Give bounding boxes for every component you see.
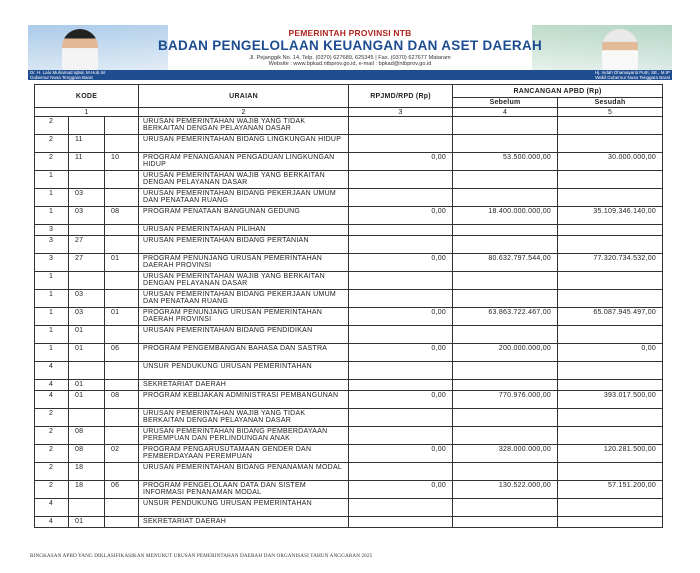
sebelum-value: [453, 225, 558, 236]
kode-level-2: [69, 171, 105, 189]
sesudah-value: [558, 272, 663, 290]
sesudah-value: [558, 236, 663, 254]
uraian-cell: URUSAN PEMERINTAHAN WAJIB YANG TIDAK BERKAITAN DENGAN PELAYANAN DASAR: [139, 409, 349, 427]
kode-level-3: 02: [105, 445, 139, 463]
sebelum-value: 80.632.797.544,00: [453, 254, 558, 272]
kode-level-3: [105, 236, 139, 254]
sesudah-value: [558, 499, 663, 517]
kode-level-1: 2: [35, 481, 69, 499]
rpjmd-value: [349, 380, 453, 391]
col-number-2: 2: [139, 108, 349, 117]
kode-level-1: 4: [35, 499, 69, 517]
rpjmd-value: 0,00: [349, 153, 453, 171]
uraian-cell: URUSAN PEMERINTAHAN BIDANG PERTANIAN: [139, 236, 349, 254]
table-row: [35, 290, 663, 308]
kode-level-2: 01: [69, 391, 105, 409]
vice-governor-name: Hj. Indah Dhamayanti Putri, SE., M.IP: [594, 70, 670, 75]
sesudah-value: [558, 290, 663, 308]
sebelum-value: [453, 380, 558, 391]
col-number-4: 4: [453, 108, 558, 117]
uraian-cell: SEKRETARIAT DAERAH: [139, 517, 349, 528]
kode-level-3: [105, 171, 139, 189]
kode-level-2: 11: [69, 135, 105, 153]
kode-level-2: 01: [69, 380, 105, 391]
table-row: [35, 135, 663, 153]
kode-level-1: 2: [35, 135, 69, 153]
kode-level-2: 03: [69, 308, 105, 326]
governor-name: Dr. H. Lalu Muhamad Iqbal, M.Hub.Int: [30, 70, 106, 75]
kode-level-3: [105, 380, 139, 391]
sebelum-value: [453, 290, 558, 308]
table-row: [35, 481, 663, 499]
sebelum-value: [453, 463, 558, 481]
uraian-cell: PROGRAM PENGELOLAAN DATA DAN SISTEM INFORMASI PENANAMAN MODAL: [139, 481, 349, 499]
sebelum-value: [453, 236, 558, 254]
kode-level-2: 18: [69, 481, 105, 499]
sebelum-value: [453, 409, 558, 427]
sesudah-value: [558, 117, 663, 135]
sebelum-value: 53.500.000,00: [453, 153, 558, 171]
table-row: [35, 409, 663, 427]
table-row: [35, 517, 663, 528]
page-footer: RINGKASAN APBD YANG DIKLASIFIKASIKAN MENURUT URUSAN PEMERINTAHAN DAERAH DAN ORGANISASI TAHUN ANGGARAN 2025: [30, 553, 373, 559]
rpjmd-value: [349, 326, 453, 344]
sebelum-value: [453, 517, 558, 528]
kode-level-3: 01: [105, 254, 139, 272]
sesudah-value: 57.151.200,00: [558, 481, 663, 499]
banner-address: Jl. Pejanggik No. 14, Telp. (0370) 627689, 625345 | Fax. (0370) 627677 Mataram: [249, 55, 451, 61]
kode-level-1: 3: [35, 254, 69, 272]
table-row: [35, 225, 663, 236]
uraian-cell: PROGRAM PENANGANAN PENGADUAN LINGKUNGAN HIDUP: [139, 153, 349, 171]
table-row: [35, 189, 663, 207]
kode-level-1: 2: [35, 463, 69, 481]
kode-level-3: [105, 272, 139, 290]
kode-level-2: 03: [69, 189, 105, 207]
kode-level-2: 01: [69, 517, 105, 528]
governor-caption: [30, 70, 106, 80]
kode-level-3: [105, 427, 139, 445]
banner-caption-bar: [28, 70, 672, 80]
kode-level-3: 06: [105, 481, 139, 499]
sesudah-value: 30.000.000,00: [558, 153, 663, 171]
sebelum-value: 63.863.722.467,00: [453, 308, 558, 326]
sebelum-value: 130.522.000,00: [453, 481, 558, 499]
table-row: [35, 445, 663, 463]
kode-level-1: 3: [35, 225, 69, 236]
table-row: [35, 308, 663, 326]
kode-level-3: [105, 189, 139, 207]
kode-level-3: [105, 326, 139, 344]
rpjmd-value: [349, 236, 453, 254]
sesudah-value: 0,00: [558, 344, 663, 362]
uraian-cell: PROGRAM PENUNJANG URUSAN PEMERINTAHAN DAERAH PROVINSI: [139, 308, 349, 326]
vice-governor-role: Wakil Gubernur Nusa Tenggara Barat: [595, 75, 670, 80]
header-rancangan: RANCANGAN APBD (Rp): [453, 85, 663, 98]
sesudah-value: [558, 517, 663, 528]
sesudah-value: [558, 409, 663, 427]
kode-level-1: 4: [35, 380, 69, 391]
col-number-3: 3: [349, 108, 453, 117]
sesudah-value: [558, 463, 663, 481]
uraian-cell: PROGRAM PENUNJANG URUSAN PEMERINTAHAN DAERAH PROVINSI: [139, 254, 349, 272]
sebelum-value: [453, 427, 558, 445]
sebelum-value: [453, 117, 558, 135]
kode-level-1: 3: [35, 236, 69, 254]
kode-level-2: [69, 409, 105, 427]
kode-level-1: 1: [35, 326, 69, 344]
header-rpjmd: RPJMD/RPD (Rp): [349, 85, 453, 108]
rpjmd-value: [349, 463, 453, 481]
table-row: [35, 117, 663, 135]
sesudah-value: 65.087.945.497,00: [558, 308, 663, 326]
kode-level-3: [105, 463, 139, 481]
sesudah-value: [558, 326, 663, 344]
banner-title-top: PEMERINTAH PROVINSI NTB: [288, 28, 412, 38]
rpjmd-value: 0,00: [349, 445, 453, 463]
banner-title-main: BADAN PENGELOLAAN KEUANGAN DAN ASET DAERAH: [157, 38, 543, 53]
table-row: [35, 171, 663, 189]
kode-level-1: 1: [35, 308, 69, 326]
kode-level-1: 1: [35, 189, 69, 207]
kode-level-1: 2: [35, 409, 69, 427]
table-row: [35, 344, 663, 362]
sebelum-value: [453, 189, 558, 207]
kode-level-3: [105, 117, 139, 135]
table-row: [35, 463, 663, 481]
uraian-cell: PROGRAM PENATAAN BANGUNAN GEDUNG: [139, 207, 349, 225]
kode-level-1: 2: [35, 153, 69, 171]
table-row: [35, 380, 663, 391]
kode-level-3: [105, 499, 139, 517]
uraian-cell: URUSAN PEMERINTAHAN PILIHAN: [139, 225, 349, 236]
table-row: [35, 236, 663, 254]
rpjmd-value: 0,00: [349, 254, 453, 272]
kode-level-2: 08: [69, 445, 105, 463]
table-row: [35, 272, 663, 290]
governor-portrait: [62, 29, 98, 71]
rpjmd-value: 0,00: [349, 481, 453, 499]
uraian-cell: URUSAN PEMERINTAHAN WAJIB YANG TIDAK BERKAITAN DENGAN PELAYANAN DASAR: [139, 117, 349, 135]
uraian-cell: URUSAN PEMERINTAHAN BIDANG LINGKUNGAN HIDUP: [139, 135, 349, 153]
sebelum-value: 18.400.000.000,00: [453, 207, 558, 225]
col-number-5: 5: [558, 108, 663, 117]
apbd-table: [34, 84, 663, 528]
uraian-cell: URUSAN PEMERINTAHAN BIDANG PEKERJAAN UMUM DAN PENATAAN RUANG: [139, 189, 349, 207]
rpjmd-value: [349, 290, 453, 308]
kode-level-1: 1: [35, 272, 69, 290]
kode-level-2: 01: [69, 326, 105, 344]
kode-level-1: 1: [35, 290, 69, 308]
rpjmd-value: 0,00: [349, 391, 453, 409]
kode-level-3: [105, 517, 139, 528]
uraian-cell: URUSAN PEMERINTAHAN BIDANG PENANAMAN MODAL: [139, 463, 349, 481]
kode-level-3: [105, 135, 139, 153]
kode-level-3: 01: [105, 308, 139, 326]
kode-level-3: [105, 225, 139, 236]
kode-level-2: 18: [69, 463, 105, 481]
uraian-cell: PROGRAM KEBIJAKAN ADMINISTRASI PEMBANGUNAN: [139, 391, 349, 409]
rpjmd-value: [349, 189, 453, 207]
kode-level-1: 2: [35, 117, 69, 135]
kode-level-2: 08: [69, 427, 105, 445]
sesudah-value: 35.109.346.140,00: [558, 207, 663, 225]
table-body: [35, 117, 663, 528]
table-row: [35, 427, 663, 445]
table-row: [35, 391, 663, 409]
kode-level-2: 01: [69, 344, 105, 362]
sebelum-value: 200.000.000,00: [453, 344, 558, 362]
uraian-cell: URUSAN PEMERINTAHAN WAJIB YANG BERKAITAN DENGAN PELAYANAN DASAR: [139, 171, 349, 189]
kode-level-3: 08: [105, 207, 139, 225]
sesudah-value: 77.320.734.532,00: [558, 254, 663, 272]
sesudah-value: [558, 362, 663, 380]
kode-level-1: 4: [35, 517, 69, 528]
uraian-cell: URUSAN PEMERINTAHAN BIDANG PEKERJAAN UMUM DAN PENATAAN RUANG: [139, 290, 349, 308]
sebelum-value: [453, 135, 558, 153]
uraian-cell: URUSAN PEMERINTAHAN BIDANG PEMBERDAYAAN PEREMPUAN DAN PERLINDUNGAN ANAK: [139, 427, 349, 445]
kode-level-3: 06: [105, 344, 139, 362]
sesudah-value: [558, 380, 663, 391]
rpjmd-value: [349, 272, 453, 290]
kode-level-2: 03: [69, 290, 105, 308]
kode-level-3: [105, 362, 139, 380]
uraian-cell: PROGRAM PENGARUSUTAMAAN GENDER DAN PEMBERDAYAAN PEREMPUAN: [139, 445, 349, 463]
uraian-cell: URUSAN PEMERINTAHAN WAJIB YANG BERKAITAN DENGAN PELAYANAN DASAR: [139, 272, 349, 290]
kode-level-2: [69, 362, 105, 380]
kode-level-1: 4: [35, 391, 69, 409]
vice-governor-caption: [595, 70, 670, 80]
sesudah-value: [558, 189, 663, 207]
header-banner: [28, 25, 672, 80]
vice-governor-portrait: [602, 29, 638, 71]
sesudah-value: 120.281.500,00: [558, 445, 663, 463]
kode-level-2: [69, 225, 105, 236]
table-row: [35, 254, 663, 272]
sebelum-value: [453, 362, 558, 380]
kode-level-1: 2: [35, 427, 69, 445]
sebelum-value: [453, 171, 558, 189]
uraian-cell: SEKRETARIAT DAERAH: [139, 380, 349, 391]
sebelum-value: [453, 326, 558, 344]
table-row: [35, 153, 663, 171]
header-sesudah: Sesudah: [558, 98, 663, 108]
sebelum-value: [453, 499, 558, 517]
sebelum-value: 770.976.000,00: [453, 391, 558, 409]
sesudah-value: [558, 171, 663, 189]
col-number-1: 1: [35, 108, 139, 117]
kode-level-1: 2: [35, 445, 69, 463]
kode-level-2: [69, 117, 105, 135]
kode-level-3: 10: [105, 153, 139, 171]
uraian-cell: UNSUR PENDUKUNG URUSAN PEMERINTAHAN: [139, 499, 349, 517]
rpjmd-value: 0,00: [349, 207, 453, 225]
kode-level-3: 08: [105, 391, 139, 409]
kode-level-2: 03: [69, 207, 105, 225]
table-row: [35, 499, 663, 517]
governor-role: Gubernur Nusa Tenggara Barat: [30, 75, 93, 80]
uraian-cell: PROGRAM PENGEMBANGAN BAHASA DAN SASTRA: [139, 344, 349, 362]
kode-level-1: 1: [35, 171, 69, 189]
uraian-cell: UNSUR PENDUKUNG URUSAN PEMERINTAHAN: [139, 362, 349, 380]
rpjmd-value: [349, 171, 453, 189]
rpjmd-value: [349, 225, 453, 236]
table-row: [35, 207, 663, 225]
kode-level-1: 4: [35, 362, 69, 380]
banner-website: Website : www.bpkad.ntbprov.go.id, e-mail : bpkad@ntbprov.go.id: [268, 61, 432, 67]
kode-level-1: 1: [35, 207, 69, 225]
rpjmd-value: [349, 409, 453, 427]
rpjmd-value: [349, 427, 453, 445]
kode-level-1: 1: [35, 344, 69, 362]
rpjmd-value: [349, 362, 453, 380]
rpjmd-value: [349, 117, 453, 135]
header-uraian: URAIAN: [139, 85, 349, 108]
rpjmd-value: 0,00: [349, 308, 453, 326]
header-kode: KODE: [35, 85, 139, 108]
sebelum-value: [453, 272, 558, 290]
kode-level-2: [69, 499, 105, 517]
sesudah-value: [558, 427, 663, 445]
table-row: [35, 362, 663, 380]
rpjmd-value: 0,00: [349, 344, 453, 362]
kode-level-3: [105, 409, 139, 427]
rpjmd-value: [349, 499, 453, 517]
kode-level-3: [105, 290, 139, 308]
kode-level-2: 27: [69, 254, 105, 272]
header-sebelum: Sebelum: [453, 98, 558, 108]
kode-level-2: 11: [69, 153, 105, 171]
sesudah-value: [558, 135, 663, 153]
sesudah-value: 393.017.500,00: [558, 391, 663, 409]
kode-level-2: [69, 272, 105, 290]
sebelum-value: 328.000.000,00: [453, 445, 558, 463]
uraian-cell: URUSAN PEMERINTAHAN BIDANG PENDIDIKAN: [139, 326, 349, 344]
sesudah-value: [558, 225, 663, 236]
rpjmd-value: [349, 517, 453, 528]
rpjmd-value: [349, 135, 453, 153]
table-row: [35, 326, 663, 344]
kode-level-2: 27: [69, 236, 105, 254]
